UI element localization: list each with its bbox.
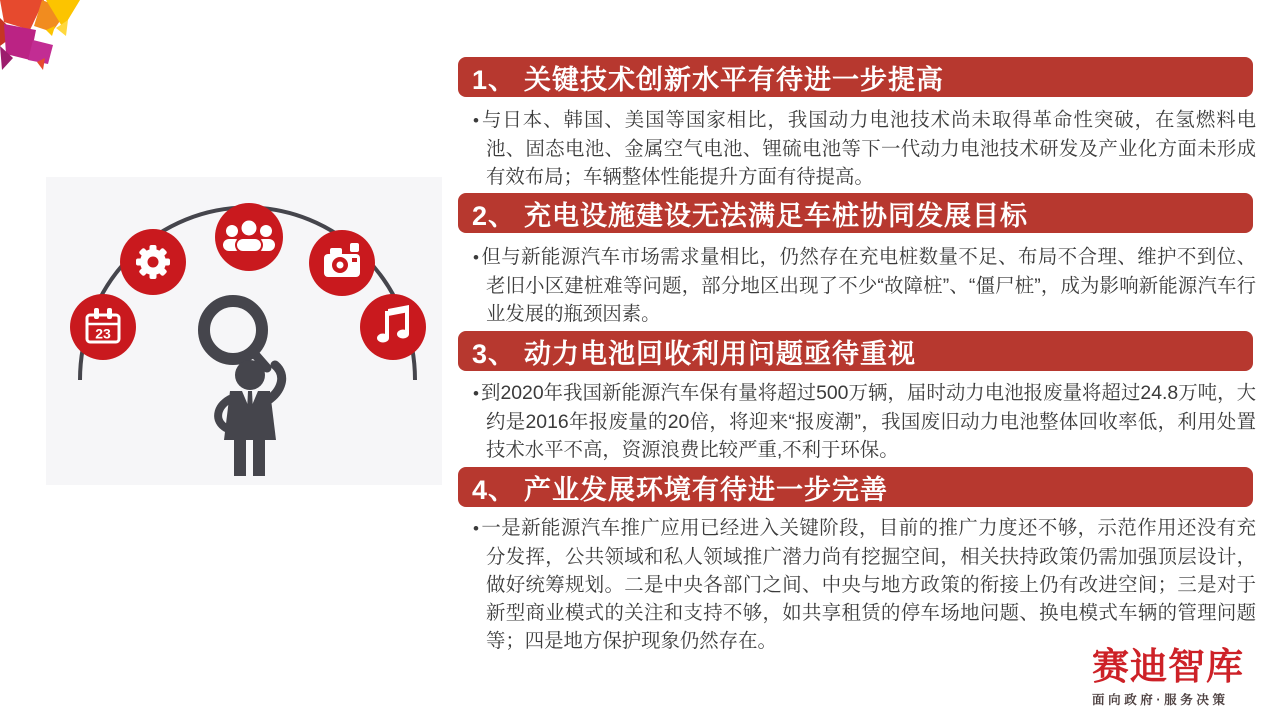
illustration-panel [46,177,442,485]
section-2-header [458,193,1253,233]
section-3-header [458,331,1253,371]
section-body-text: 但与新能源汽车市场需求量相比，仍然存在充电桩数量不足、布局不合理、维护不到位、老旧小区建桩难等问题，部分地区出现了不少“故障桩”、“僵尸桩”，成为影响新能源汽车行业发展的瓶颈因素。 [480,246,1256,325]
section-4-header [458,467,1253,507]
logo-wordmark: 赛迪智库 [1092,646,1244,687]
section-body-text: 与日本、韩国、美国等国家相比，我国动力电池技术尚未取得革命性突破，在氢燃料电池、固态电池、金属空气电池、锂硫电池等下一代动力电池技术研发及产业化方面未形成有效布局；车辆整体性能提升方面有待提高。 [480,109,1256,188]
calendar-day-number: 23 [95,325,111,342]
section-4-body [473,514,1256,655]
section-title: 充电设施建设无法满足车桩协同发展目标 [524,200,1029,231]
section-3-body [473,379,1256,464]
bullet: • [473,111,479,130]
logo-tagline: 面向政府·服务决策 [1092,693,1229,707]
section-number: 2、 [472,200,517,231]
bullet: • [473,519,479,538]
section-body-text: 到2020年我国新能源汽车保有量将超过500万辆，届时动力电池报废量将超过24.8万吨，大约是2016年报废量的20倍，将迎来“报废潮”，我国废旧动力电池整体回收率低，利用处置技术水平不高，资源浪费比较严重,不利于环保。 [480,382,1256,461]
camera-icon [309,230,375,296]
music-note-icon [360,294,426,360]
calendar-icon [70,294,136,360]
section-title: 动力电池回收利用问题亟待重视 [524,338,917,369]
bullet: • [473,248,479,267]
section-1-body [473,106,1256,191]
section-body-text: 一是新能源汽车推广应用已经进入关键阶段，目前的推广力度还不够，示范作用还没有充分发挥，公共领域和私人领域推广潜力尚有挖掘空间，相关扶持政策仍需加强顶层设计，做好统筹规划。二是中央各部门之间、中央与地方政策的衔接上仍有改进空间；三是对于新型商业模式的关注和支持不够，如共享租赁的停车场地问题、换电模式车辆的管理问题等；四是地方保护现象仍然存在。 [480,517,1256,652]
section-1-header [458,57,1253,97]
person-figure [204,301,282,476]
gear-icon [120,229,186,295]
corner-decoration-graphic [0,0,90,80]
illustration-graphic [46,177,442,485]
saidi-thinktank-logo [1092,648,1248,708]
team-icon [215,203,283,271]
section-title: 产业发展环境有待进一步完善 [524,474,889,505]
bullet: • [473,384,479,403]
section-number: 3、 [472,338,517,369]
section-number: 1、 [472,64,517,95]
section-title: 关键技术创新水平有待进一步提高 [524,64,945,95]
section-number: 4、 [472,474,517,505]
section-2-body [473,243,1256,328]
